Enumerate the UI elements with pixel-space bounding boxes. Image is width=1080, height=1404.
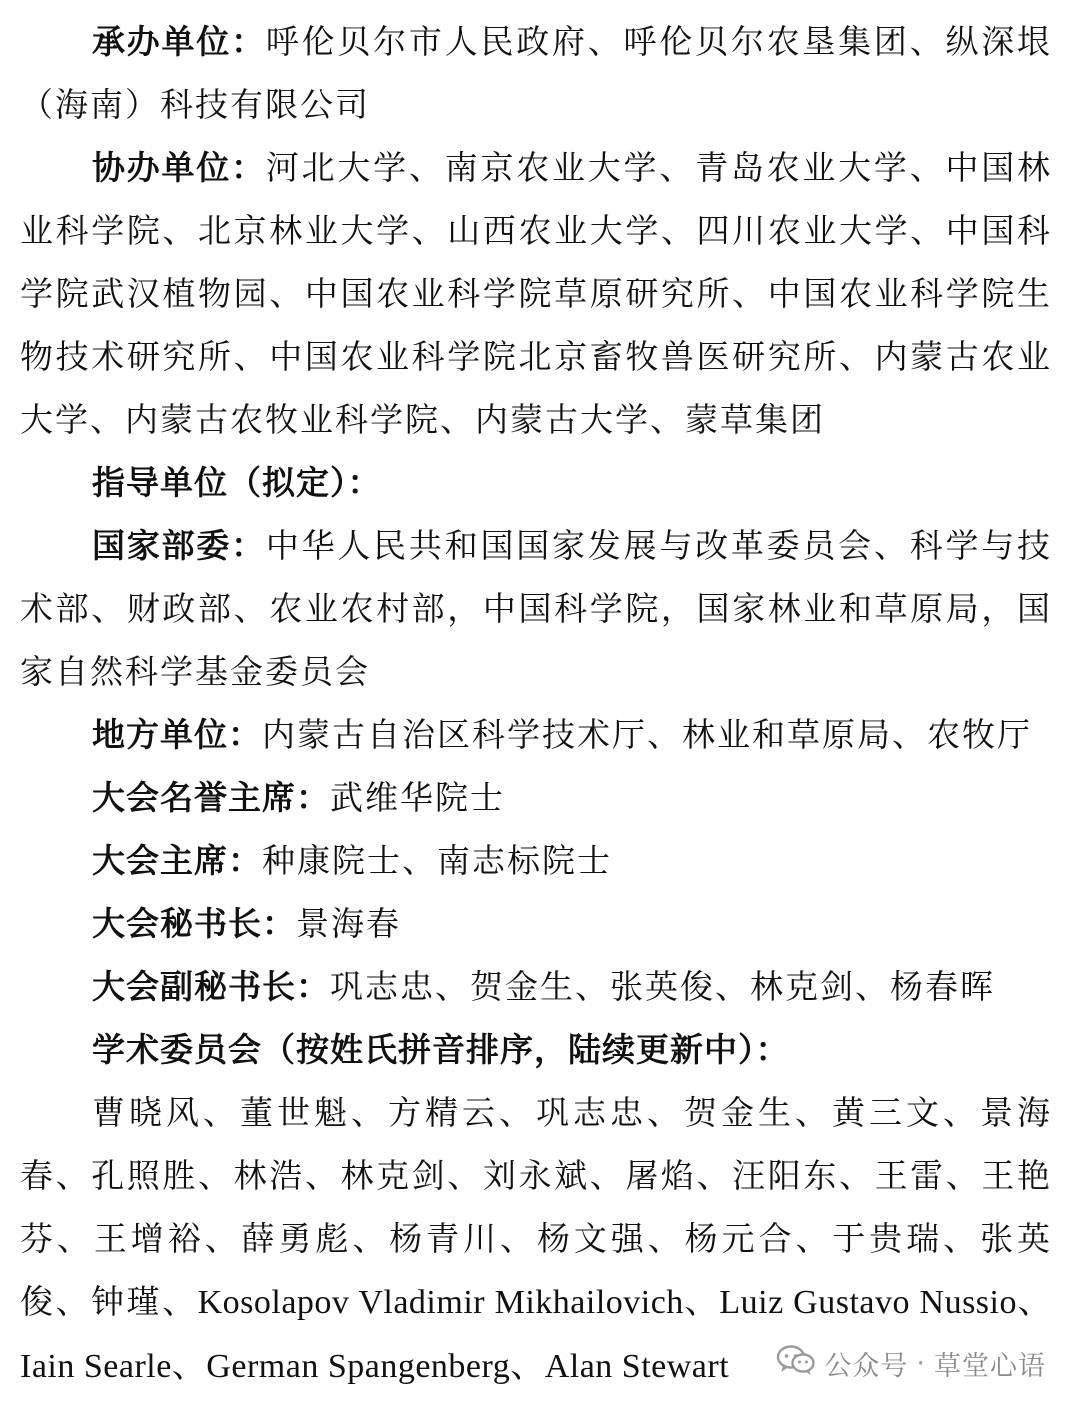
local-units-text: 内蒙古自治区科学技术厅、林业和草原局、农牧厅 (262, 715, 1032, 754)
co-organizer-paragraph (20, 136, 1052, 451)
watermark-separator: · (916, 1347, 926, 1379)
wechat-icon (776, 1344, 816, 1383)
national-ministries-text: 中华人民共和国国家发展与改革委员会、科学与技术部、财政部、农业农村部，中国科学院，国家林业和草原局，国家自然科学基金委员会 (20, 526, 1053, 691)
academic-committee-heading (20, 1018, 1052, 1081)
watermark-account-type: 公众号 (824, 1350, 909, 1382)
academic-committee-label: 学术委员会（按姓氏拼音排序，陆续更新中）： (92, 1030, 790, 1069)
organizer-paragraph (20, 10, 1052, 136)
organizer-label: 承办单位： (92, 22, 266, 61)
organizer-text: 呼伦贝尔市人民政府、呼伦贝尔农垦集团、纵深垠（海南）科技有限公司 (20, 22, 1053, 124)
co-organizer-text: 河北大学、南京农业大学、青岛农业大学、中国林业科学院、北京林业大学、山西农业大学、四川农业大学、中国科学院武汉植物园、中国农业科学院草原研究所、中国农业科学院生物技术研究所、中国农业科学院北京畜牧兽医研究所、内蒙古农业大学、内蒙古农牧业科学院、内蒙古大学、蒙草集团 (20, 148, 1053, 439)
chair-paragraph (20, 829, 1052, 892)
wechat-watermark (770, 1344, 1046, 1382)
academic-committee-names-latin: Kosolapov Vladimir Mikhailovich、Luiz Gustavo Nussio、Iain Searle、German Spangenberg、Alan Stewart (20, 1284, 1053, 1385)
academic-committee-names-cn: 曹晓风、董世魁、方精云、巩志忠、贺金生、黄三文、景海春、孔照胜、林浩、林克剑、刘永斌、屠焰、汪阳东、王雷、王艳芬、王增裕、薛勇彪、杨青川、杨文强、杨元合、于贵瑞、张英俊、钟瑾、 (20, 1093, 1052, 1321)
local-units-label: 地方单位： (92, 715, 262, 754)
deputy-secretary-general-text: 巩志忠、贺金生、张英俊、林克剑、杨春晖 (330, 967, 995, 1006)
deputy-secretary-general-paragraph (20, 955, 1052, 1018)
deputy-secretary-general-label: 大会副秘书长： (92, 967, 330, 1006)
secretary-general-text: 景海春 (296, 904, 401, 943)
watermark-account-name: 草堂心语 (934, 1350, 1046, 1382)
national-ministries-label: 国家部委： (92, 526, 266, 565)
local-units-paragraph (20, 703, 1052, 766)
honorary-chair-text: 武维华院士 (330, 778, 505, 817)
national-ministries-paragraph (20, 514, 1052, 703)
chair-text: 种康院士、南志标院士 (262, 841, 612, 880)
secretary-general-label: 大会秘书长： (92, 904, 296, 943)
honorary-chair-paragraph (20, 766, 1052, 829)
secretary-general-paragraph (20, 892, 1052, 955)
honorary-chair-label: 大会名誉主席： (92, 778, 330, 817)
guidance-heading (20, 451, 1052, 514)
co-organizer-label: 协办单位： (92, 148, 266, 187)
guidance-label: 指导单位（拟定）： (92, 463, 382, 502)
chair-label: 大会主席： (92, 841, 262, 880)
